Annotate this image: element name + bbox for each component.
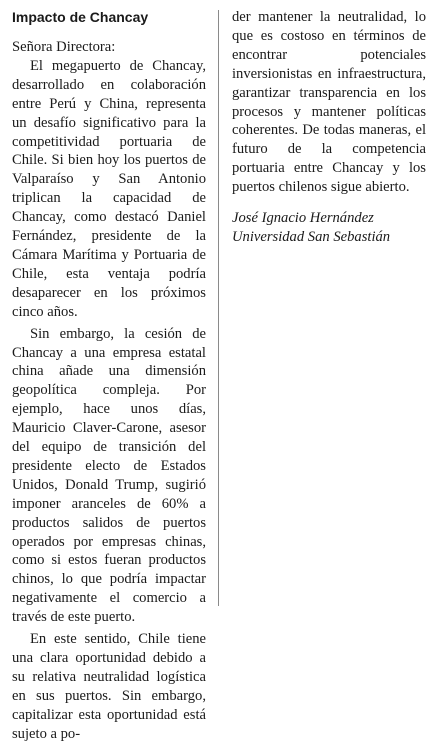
column-divider — [218, 10, 219, 606]
letter-column-left — [12, 8, 206, 747]
signature-name: José Ignacio Hernández — [232, 210, 374, 227]
letter-paragraph-2: Sin embargo, la cesión de Chancay a una empresa estatal china añade una dimensión geopolítica compleja. Por ejemplo, hace unos días, Mauricio Claver-Carone, asesor del equipo de transición del presidente electo de Estados Unidos, Donald Trump, sugirió imponer aranceles de 60% a productos salidos de puertos operados por empresas chinas, como si estos fueran productos chinos, lo que podría impactar negativamente el comercio a través de este puerto. — [12, 325, 206, 626]
letter-signature — [232, 209, 426, 247]
letter-paragraph-1: El megapuerto de Chancay, desarrollado en colaboración entre Perú y China, representa un desafío significativo para la competitividad portuaria de Chile. Si bien hoy los puertos de Valparaíso y San Antonio triplican la capacidad de Chancay, como destacó Daniel Fernández, presidente de la Cámara Marítima y Portuaria de Chile, esta ventaja podría desaparecer en los próximos cinco años. — [12, 57, 206, 320]
letter-title: Impacto de Chancay — [12, 9, 149, 25]
letter-salutation: Señora Directora: — [12, 39, 116, 55]
letter-paragraph-3-start: En este sentido, Chile tiene una clara oportunidad debido a su relativa neutralidad logística en sus puertos. Sin embargo, capitalizar esta oportunidad está sujeto a po- — [12, 631, 206, 742]
letter-column-right — [232, 8, 426, 247]
letter-paragraph-3-end: der mantener la neutralidad, lo que es costoso en términos de encontrar potenciales inversionistas en infraestructura, garantizar transparencia en los procesos y mantener políticas coherentes. De todas maneras, el futuro de la competencia portuaria entre Chancay y los puertos chilenos sigue abierto. — [232, 9, 426, 196]
signature-affiliation: Universidad San Sebastián — [232, 228, 391, 245]
